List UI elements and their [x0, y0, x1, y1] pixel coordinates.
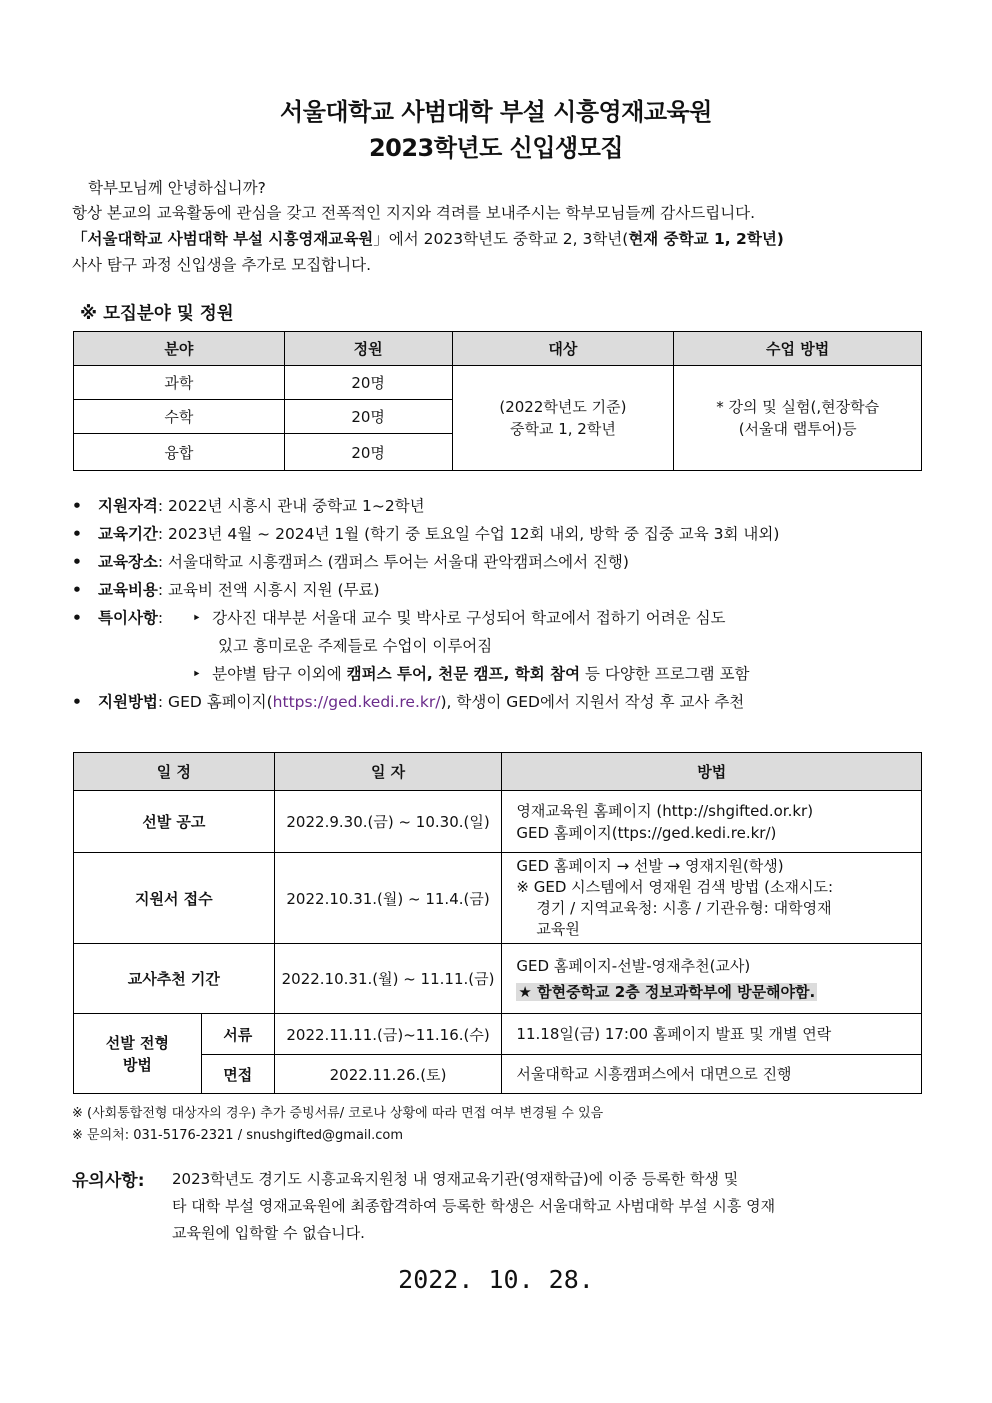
- schedule-method: 영재교육원 홈페이지 (http://shgifted.or.kr) GED 홈페이지(ttps://ged.kedi.re.kr/): [502, 791, 922, 853]
- count-cell: 20명: [284, 366, 452, 400]
- institute-name: 서울대학교 사범대학 부설 시흥영재교육원: [87, 230, 374, 248]
- method-cell: * 강의 및 실험(,현장학습 (서울대 랩투어)등: [674, 366, 922, 471]
- triangle-bullet-icon: ‣: [192, 665, 202, 683]
- field-cell: 과학: [74, 366, 285, 400]
- schedule-date: 2022.10.31.(월) ~ 11.4.(금): [274, 853, 502, 944]
- list-item-period: • 교육기간: 2023년 4월 ~ 2024년 1월 (학기 중 토요일 수업 12회 내외, 방학 중 집중 교육 3회 내외): [72, 525, 780, 543]
- recruit-table: [73, 331, 922, 471]
- intro-line4: 사사 탐구 과정 신입생을 추가로 모집합니다.: [72, 256, 372, 274]
- special-item-1: ‣ 강사진 대부분 서울대 교수 및 박사로 구성되어 학교에서 접하기 어려운 심도: [192, 609, 726, 627]
- table-row: [74, 366, 922, 400]
- selection-interview-name: 면접: [201, 1055, 274, 1094]
- page-title: 서울대학교 사범대학 부설 시흥영재교육원: [280, 98, 712, 126]
- triangle-bullet-icon: ‣: [192, 609, 202, 627]
- schedule-date: 2022.9.30.(금) ~ 10.30.(일): [274, 791, 502, 853]
- schedule-date: 2022.11.26.(토): [274, 1055, 502, 1094]
- document-date: 2022. 10. 28.: [398, 1265, 594, 1294]
- table-header: 일 자: [274, 753, 502, 791]
- table-header: 정원: [284, 332, 452, 366]
- table-row: [74, 1055, 922, 1094]
- schedule-name: 선발 공고: [74, 791, 275, 853]
- caution-heading: 유의사항:: [72, 1171, 145, 1191]
- table-row: [74, 1014, 922, 1055]
- intro-announcement: 「서울대학교 사범대학 부설 시흥영재교육원」에서 2023학년도 중학교 2, 3학년(현재 중학교 1, 2학년): [72, 230, 784, 248]
- table-row: [74, 853, 922, 944]
- note-contact: ※ 문의처: 031-5176-2321 / snushgifted@gmail.com: [72, 1128, 404, 1143]
- table-header-row: [74, 332, 922, 366]
- caution-line: 타 대학 부설 영재교육원에 최종합격하여 등록한 학생은 서울대학교 사범대학 부설 시흥 영재: [172, 1197, 776, 1215]
- list-item-apply: • 지원방법: GED 홈페이지(https://ged.kedi.re.kr/), 학생이 GED에서 지원서 작성 후 교사 추천: [72, 693, 745, 711]
- ged-link[interactable]: https://ged.kedi.re.kr/: [272, 693, 441, 711]
- table-row: [74, 944, 922, 1014]
- schedule-method: 11.18일(금) 17:00 홈페이지 발표 및 개별 연락: [502, 1014, 922, 1055]
- special-item-1-cont: 있고 흥미로운 주제들로 수업이 이루어짐: [218, 637, 493, 655]
- schedule-method: GED 홈페이지-선발-영재추천(교사) ★ 함현중학교 2층 정보과학부에 방문해야함.: [502, 944, 922, 1014]
- recruit-heading: ※ 모집분야 및 정원: [80, 304, 234, 324]
- table-header: 방법: [502, 753, 922, 791]
- schedule-name: 교사추천 기간: [74, 944, 275, 1014]
- target-cell: (2022학년도 기준) 중학교 1, 2학년: [452, 366, 674, 471]
- count-cell: 20명: [284, 400, 452, 434]
- intro-thanks: 항상 본교의 교육활동에 관심을 갖고 전폭적인 지지와 격려를 보내주시는 학부모님들께 감사드립니다.: [72, 204, 756, 222]
- selection-method-cell: 선발 전형 방법: [74, 1014, 202, 1094]
- schedule-date: 2022.10.31.(월) ~ 11.11.(금): [274, 944, 502, 1014]
- special-item-2: ‣ 분야별 탐구 이외에 캠퍼스 투어, 천문 캠프, 학회 참여 등 다양한 프로그램 포함: [192, 665, 750, 683]
- table-header: 수업 방법: [674, 332, 922, 366]
- field-cell: 수학: [74, 400, 285, 434]
- list-item-cost: • 교육비용: 교육비 전액 시흥시 지원 (무료): [72, 581, 380, 599]
- count-cell: 20명: [284, 434, 452, 471]
- schedule-date: 2022.11.11.(금)~11.16.(수): [274, 1014, 502, 1055]
- note-covid: ※ (사회통합전형 대상자의 경우) 추가 증빙서류/ 코로나 상황에 따라 면접 여부 변경될 수 있음: [72, 1106, 604, 1121]
- schedule-method: GED 홈페이지 → 선발 → 영재지원(학생) ※ GED 시스템에서 영재원 검색 방법 (소재시도: 경기 / 지역교육청: 시흥 / 기관유형: 대학영재 교육원: [502, 853, 922, 944]
- list-item-special: • 특이사항:: [72, 609, 164, 627]
- list-item-eligibility: • 지원자격: 2022년 시흥시 관내 중학교 1~2학년: [72, 497, 425, 515]
- table-header: 일 정: [74, 753, 275, 791]
- visit-notice: ★ 함현중학교 2층 정보과학부에 방문해야함.: [518, 982, 816, 1001]
- table-row: [74, 791, 922, 853]
- intro-greeting: 학부모님께 안녕하십니까?: [88, 179, 266, 197]
- page-subtitle: 2023학년도 신입생모집: [368, 134, 624, 162]
- notes: [72, 1103, 603, 1147]
- schedule-method: 서울대학교 시흥캠퍼스에서 대면으로 진행: [502, 1055, 922, 1094]
- table-header: 대상: [452, 332, 674, 366]
- caution-line: 2023학년도 경기도 시흥교육지원청 내 영재교육기관(영재학급)에 이중 등록한 학생 및: [172, 1170, 739, 1188]
- schedule-table: [73, 752, 922, 1094]
- table-header-row: [74, 753, 922, 791]
- field-cell: 융합: [74, 434, 285, 471]
- schedule-name: 지원서 접수: [74, 853, 275, 944]
- table-header: 분야: [74, 332, 285, 366]
- caution-line: 교육원에 입학할 수 없습니다.: [172, 1224, 365, 1242]
- selection-doc-name: 서류: [201, 1014, 274, 1055]
- list-item-place: • 교육장소: 서울대학교 시흥캠퍼스 (캠퍼스 투어는 서울대 관악캠퍼스에서 진행): [72, 553, 629, 571]
